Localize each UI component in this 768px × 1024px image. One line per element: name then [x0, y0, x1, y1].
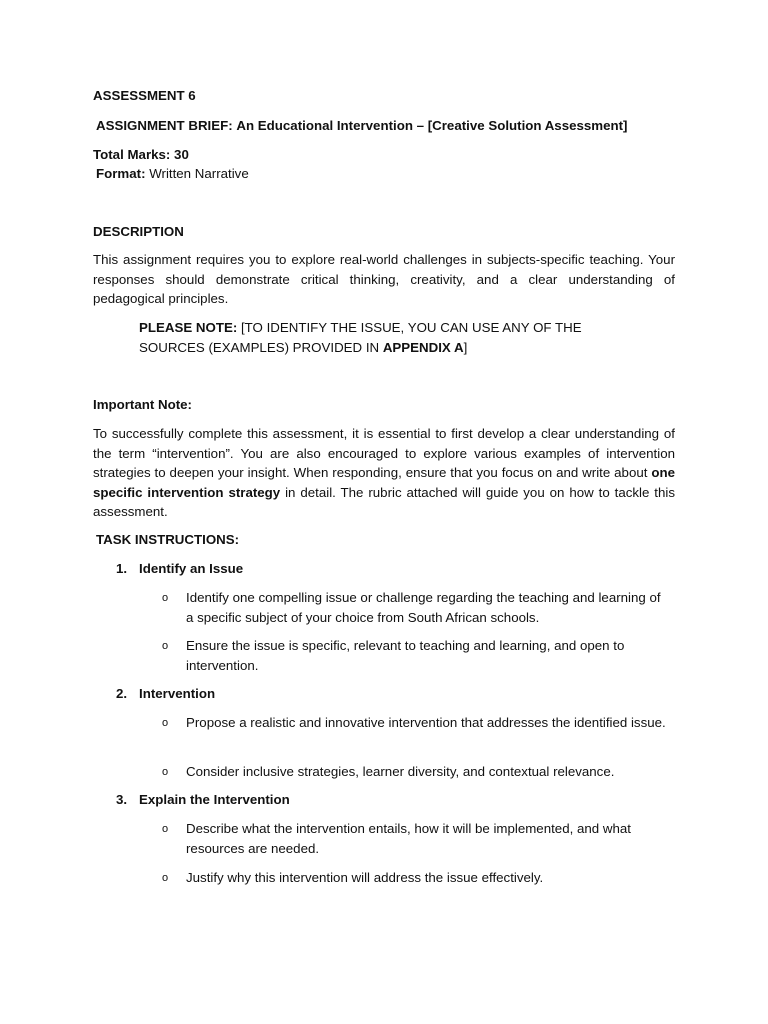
assessment-heading: ASSESSMENT 6	[93, 88, 196, 103]
task-number: 2.	[116, 686, 128, 701]
task-number: 1.	[116, 561, 128, 576]
format-label: Format:	[96, 166, 146, 181]
important-note-text: To successfully complete this assessment, it is essential to first develop a clear understanding of the term “intervention”. You are also encouraged to explore various examples of intervention strategies to deepen your insight. When responding, ensure that you focus on and write about one specific intervention strategy in detail. The rubric attached will guide you on how to tackle this assessment.	[93, 426, 675, 519]
important-note-heading: Important Note:	[93, 397, 192, 412]
please-note-label: PLEASE NOTE:	[139, 320, 238, 335]
format-line	[96, 164, 678, 184]
assignment-brief	[96, 116, 678, 136]
total-marks-value: 30	[174, 147, 189, 162]
task-bullet-text: Propose a realistic and innovative intervention that addresses the identified issue.	[186, 715, 666, 730]
task-title: Identify an Issue	[139, 561, 244, 576]
description-heading: DESCRIPTION	[93, 224, 184, 239]
task-title: Explain the Intervention	[139, 792, 290, 807]
brief-title: An Educational Intervention – [Creative Solution Assessment]	[236, 118, 628, 133]
format-value: Written Narrative	[149, 166, 249, 181]
bullet-icon: o	[162, 717, 169, 729]
description-text: This assignment requires you to explore real-world challenges in subjects-specific teaching. Your responses should demonstrate critical thinking, creativity, and a clear understanding of pedagogical principles.	[93, 252, 675, 306]
task-number: 3.	[116, 792, 128, 807]
total-marks	[93, 145, 675, 165]
task-bullet-text: Identify one compelling issue or challenge regarding the teaching and learning of a specific subject of your choice from South African schools.	[186, 590, 661, 625]
emphasis-strategy: one specific intervention strategy	[93, 465, 675, 500]
appendix-reference: APPENDIX A	[382, 339, 464, 355]
task-bullet-text: Justify why this intervention will address the issue effectively.	[186, 870, 544, 885]
brief-label: ASSIGNMENT BRIEF:	[96, 118, 233, 133]
bullet-icon: o	[162, 592, 169, 604]
task-bullet-text: Ensure the issue is specific, relevant to teaching and learning, and open to intervention.	[186, 638, 625, 673]
bullet-icon: o	[162, 823, 169, 835]
please-note: PLEASE NOTE: [TO IDENTIFY THE ISSUE, YOU CAN USE ANY OF THE SOURCES (EXAMPLES) PROVIDED IN APPENDIX A]	[139, 320, 582, 355]
bullet-icon: o	[162, 640, 169, 652]
task-instructions-heading: TASK INSTRUCTIONS:	[96, 532, 240, 547]
task-bullet-text: Consider inclusive strategies, learner diversity, and contextual relevance.	[186, 764, 615, 779]
task-title: Intervention	[139, 686, 216, 701]
bullet-icon: o	[162, 766, 169, 778]
please-note-text: [TO IDENTIFY THE ISSUE, YOU CAN USE ANY OF THE SOURCES (EXAMPLES) PROVIDED IN	[139, 320, 582, 355]
bullet-icon: o	[162, 872, 169, 884]
task-bullet-text: Describe what the intervention entails, how it will be implemented, and what resources are needed.	[186, 821, 631, 856]
total-marks-label: Total Marks:	[93, 147, 171, 162]
